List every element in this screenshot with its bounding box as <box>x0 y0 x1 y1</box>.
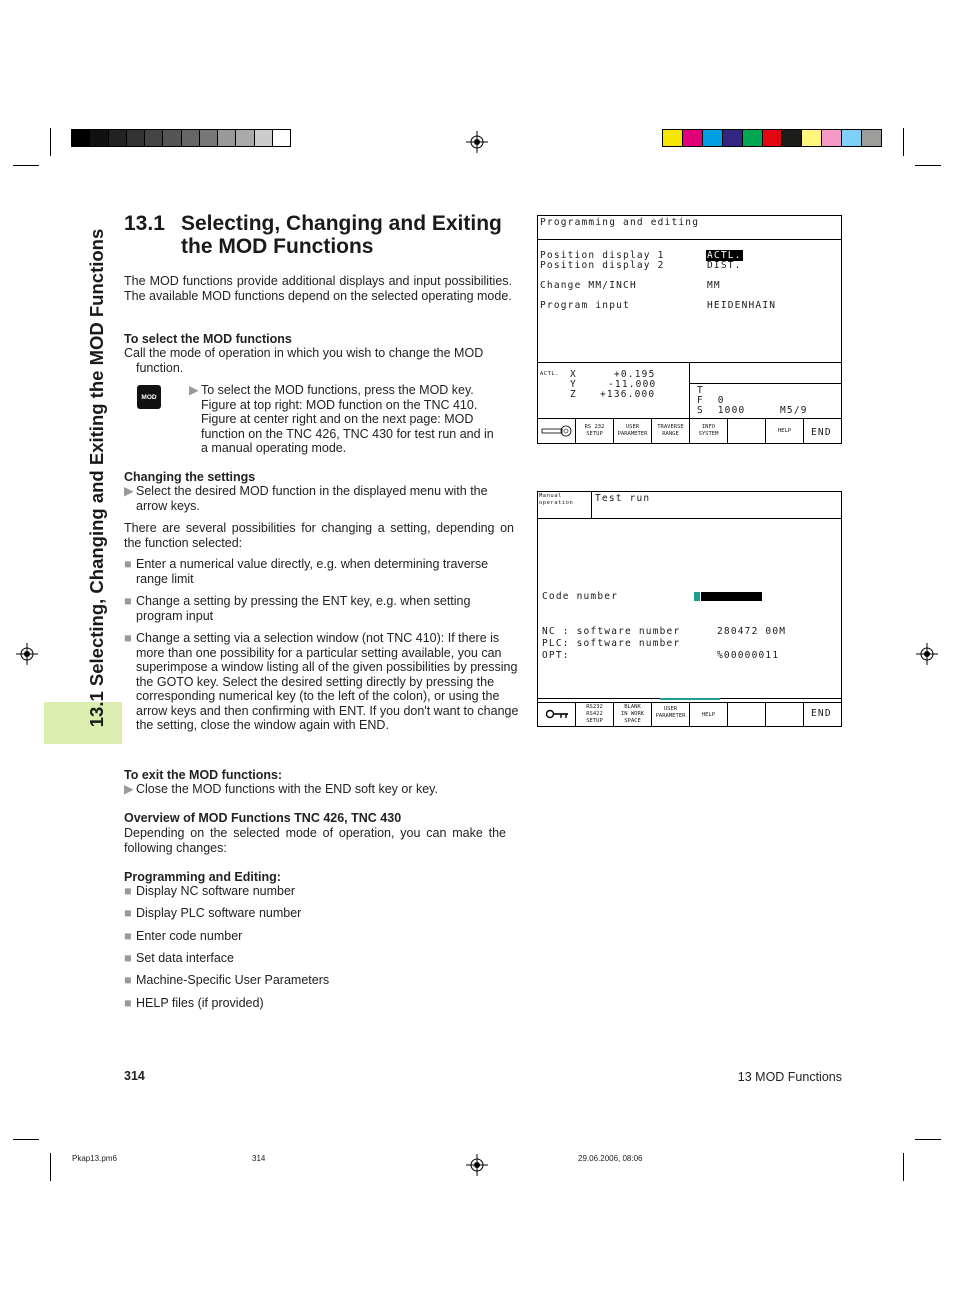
bullet-icon: ■ <box>124 557 132 571</box>
axis-label: Z <box>570 389 577 400</box>
status-misc: M5/9 <box>780 405 808 416</box>
softkey-help[interactable]: HELP <box>701 712 716 718</box>
softkey-end[interactable]: END <box>811 427 832 438</box>
color-swatch <box>90 130 108 146</box>
changing-step: Select the desired MOD function in the displayed menu with the arrow keys. <box>136 484 488 513</box>
exit-step: Close the MOD functions with the END soft key or key. <box>136 782 438 796</box>
color-swatch <box>663 130 683 146</box>
setting-label: Position display 1 <box>540 250 665 261</box>
divider <box>538 518 841 519</box>
crop-mark <box>50 128 51 156</box>
divider <box>727 418 728 443</box>
axis-label: Y <box>570 379 577 390</box>
slug-date: 29.06.2006, 08:06 <box>578 1154 643 1163</box>
crop-mark <box>903 1153 904 1181</box>
arrow-icon: ▶ <box>189 383 199 397</box>
arrow-icon: ▶ <box>124 782 134 796</box>
list-item: Machine-Specific User Parameters <box>136 973 330 987</box>
crop-mark <box>50 1153 51 1181</box>
registration-mark-icon <box>466 1154 488 1176</box>
divider <box>538 239 841 240</box>
grayscale-calibration-bar <box>71 129 291 147</box>
softkey-rs232-setup[interactable]: RS 232 SETUP <box>584 424 605 437</box>
crop-mark <box>903 128 904 156</box>
axis-value: +0.195 <box>614 369 656 380</box>
key-icon[interactable] <box>546 709 570 719</box>
crop-mark <box>13 1139 39 1140</box>
arrow-icon: ▶ <box>124 484 134 498</box>
mod-key-icon: MOD <box>137 385 161 409</box>
axis-value: -11.000 <box>608 379 657 390</box>
setting-value[interactable]: DIST. <box>707 260 742 271</box>
side-chapter-title: 13.1 Selecting, Changing and Exiting the MOD Functions <box>86 228 107 728</box>
color-swatch <box>802 130 822 146</box>
axis-value: +136.000 <box>600 389 656 400</box>
list-item: Set data interface <box>136 951 234 965</box>
slug-file: Pkap13.pm6 <box>72 1154 117 1163</box>
divider <box>538 702 841 703</box>
key-icon[interactable] <box>541 425 573 437</box>
color-swatch <box>763 130 783 146</box>
setting-label: Program input <box>540 300 630 311</box>
exit-heading: To exit the MOD functions: <box>124 768 283 782</box>
list-item: Change a setting via a selection window (not TNC 410): If there is more than one possibility for a particular setting available, you can superimpose a window listing all of the given possibilities by pressing the GOTO key. Select the desired setting directly by pressing the corresponding numerical key (to the left of the colon), or using the arrow keys and then confirming with ENT. If you don't want to change the setting, close the window again with END. <box>136 631 519 732</box>
screen-title: Programming and editing <box>540 217 700 228</box>
color-swatch <box>145 130 163 146</box>
registration-mark-icon <box>466 131 488 153</box>
cursor <box>694 592 700 601</box>
color-swatch <box>683 130 703 146</box>
tnc426-mod-screen <box>537 491 842 727</box>
setting-label: Change MM/INCH <box>540 280 637 291</box>
color-swatch <box>200 130 218 146</box>
bullet-icon: ■ <box>124 884 132 898</box>
color-swatch <box>703 130 723 146</box>
bullet-icon: ■ <box>124 973 132 987</box>
divider <box>591 492 592 518</box>
page-number: 314 <box>124 1069 145 1083</box>
changing-heading: Changing the settings <box>124 470 256 484</box>
softkey-info-system[interactable]: INFO SYSTEM <box>698 424 719 437</box>
color-swatch <box>273 130 290 146</box>
color-swatch <box>862 130 881 146</box>
section-number: 13.1 <box>124 212 165 235</box>
select-step: To select the MOD functions, press the MOD key. Figure at top right: MOD function on the TNC 410. Figure at center right and on the next page: MOD function on the TNC 426, TNC 430 for test run and in a manual operating mode. <box>201 383 494 455</box>
setting-value[interactable]: HEIDENHAIN <box>707 300 777 311</box>
chapter-footer: 13 MOD Functions <box>737 1070 842 1084</box>
color-swatch <box>236 130 254 146</box>
section-title: Selecting, Changing and Exiting the MOD Functions <box>181 212 502 258</box>
list-item: Display PLC software number <box>136 906 302 920</box>
softkey-rs232-rs422-setup[interactable]: RS232 RS422 SETUP <box>586 704 603 724</box>
registration-mark-icon <box>916 643 938 665</box>
nc-label: NC : software number <box>542 626 681 637</box>
color-swatch <box>842 130 862 146</box>
color-swatch <box>255 130 273 146</box>
overview-text: Depending on the selected mode of operation, you can make the following changes: <box>124 826 506 855</box>
bullet-icon: ■ <box>124 594 132 608</box>
softkey-traverse-range[interactable]: TRAVERSE RANGE <box>657 424 684 437</box>
plc-label: PLC: software number <box>542 638 681 649</box>
screen-title: Test run <box>595 493 651 504</box>
list-item: Enter a numerical value directly, e.g. when determining traverse range limit <box>136 557 489 586</box>
divider <box>803 702 804 726</box>
divider <box>803 418 804 443</box>
registration-mark-icon <box>16 643 38 665</box>
intro-paragraph: The MOD functions provide additional displays and input possibilities. The available MOD functions depend on the selected operating mode. <box>124 274 512 303</box>
opt-value: %00000011 <box>717 650 780 661</box>
color-swatch <box>163 130 181 146</box>
select-text: Call the mode of operation in which you wish to change the MOD function. <box>124 346 484 375</box>
list-item: Change a setting by pressing the ENT key, e.g. when setting program input <box>136 594 471 623</box>
prog-edit-heading: Programming and Editing: <box>124 870 281 884</box>
divider <box>689 362 690 418</box>
tnc410-mod-screen <box>537 215 842 444</box>
color-swatch <box>72 130 90 146</box>
softkey-user-parameter[interactable]: USER PARAMETER <box>617 424 648 437</box>
changing-text: There are several possibilities for changing a setting, depending on the function selected: <box>124 521 514 550</box>
crop-mark <box>13 165 39 166</box>
axis-label: X <box>570 369 577 380</box>
color-swatch <box>723 130 743 146</box>
bullet-icon: ■ <box>124 996 132 1010</box>
setting-label: Position display 2 <box>540 260 665 271</box>
status-spindle: S 1000 <box>697 405 746 416</box>
color-swatch <box>127 130 145 146</box>
color-calibration-bar <box>662 129 882 147</box>
actl-label: ACTL. <box>540 371 560 377</box>
overview-heading: Overview of MOD Functions TNC 426, TNC 430 <box>124 811 402 825</box>
list-item: Enter code number <box>136 929 243 943</box>
softkey-blank-in-work-space[interactable]: BLANK IN WORK SPACE <box>620 704 645 724</box>
setting-value-selected[interactable]: ACTL. <box>707 250 742 261</box>
divider <box>689 383 841 384</box>
color-swatch <box>822 130 842 146</box>
status-tool: T <box>697 385 704 396</box>
color-swatch <box>218 130 236 146</box>
bullet-icon: ■ <box>124 951 132 965</box>
divider <box>727 702 728 726</box>
mode-label: Manual operation <box>539 493 574 506</box>
color-swatch <box>743 130 763 146</box>
crop-mark <box>915 1139 941 1140</box>
crop-mark <box>915 165 941 166</box>
softkey-end[interactable]: END <box>811 708 832 719</box>
select-heading: To select the MOD functions <box>124 332 292 346</box>
opt-label: OPT: <box>542 650 570 661</box>
bullet-icon: ■ <box>124 929 132 943</box>
code-number-input[interactable] <box>701 592 762 601</box>
color-swatch <box>109 130 127 146</box>
color-swatch <box>782 130 802 146</box>
list-item: HELP files (if provided) <box>136 996 264 1010</box>
slug-page: 314 <box>252 1154 266 1163</box>
code-label: Code number <box>542 591 619 602</box>
setting-value[interactable]: MM <box>707 280 721 291</box>
bullet-icon: ■ <box>124 631 132 645</box>
active-softkey-indicator <box>660 698 720 700</box>
status-feed: F 0 <box>697 395 725 406</box>
divider <box>765 702 766 726</box>
bullet-icon: ■ <box>124 906 132 920</box>
color-swatch <box>182 130 200 146</box>
nc-value: 280472 00M <box>717 626 787 637</box>
list-item: Display NC software number <box>136 884 296 898</box>
softkey-help[interactable]: HELP <box>777 428 792 434</box>
softkey-user-parameter[interactable]: USER PARAMETER <box>655 706 686 719</box>
